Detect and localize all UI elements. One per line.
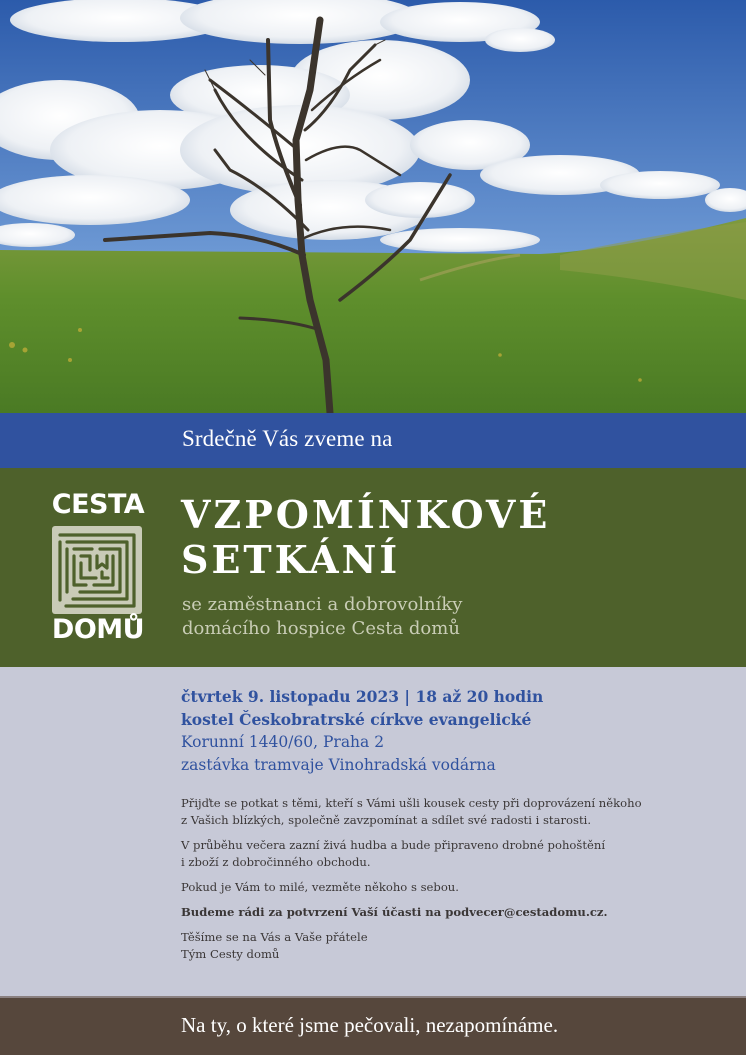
subtitle-line-1: se zaměstnanci a dobrovolníky [182,594,463,615]
subtitle-line-2: domácího hospice Cesta domů [182,618,460,639]
event-date-time: čtvrtek 9. listopadu 2023 | 18 až 20 hodin [181,687,544,706]
footer-tagline: Na ty, o které jsme pečovali, nezapomínáme. [181,1013,559,1037]
paragraph-intro: Přijďte se potkat s těmi, kteří s Vámi ušli kousek cesty při doprovázení někoho z Vašich blízkých, společně zavzpomínat a sdílet své radosti i starosti. [181,796,642,827]
maze-logo-icon [52,526,142,614]
event-venue: kostel Českobratrské církve evangelické [181,710,532,729]
body-text [181,795,701,971]
invite-text: Srdečně Vás zveme na [182,426,393,451]
title-line-1: VZPOMÍNKOVÉ [181,492,551,537]
closing: Těšíme se na Vás a Vaše přátele Tým Cesty domů [181,930,368,961]
hero-photo [0,0,746,413]
event-title [181,492,550,582]
event-address: Korunní 1440/60, Praha 2 [181,733,385,751]
signature: Tým Cesty domů [181,947,280,961]
paragraph-bring-someone: Pokud je Vám to milé, vezměte někoho s sebou. [181,880,459,894]
event-transit: zastávka tramvaje Vinohradská vodárna [181,756,496,774]
logo-word-cesta: CESTA [51,489,145,520]
title-line-2: SETKÁNÍ [181,537,401,582]
tree-landscape-illustration [0,0,746,413]
paragraph-rsvp: Budeme rádi za potvrzení Vaší účasti na podvecer@cestadomu.cz. [181,905,608,919]
event-details [181,685,543,777]
logo-word-domu: DOMŮ [51,614,145,645]
paragraph-program: V průběhu večera zazní živá hudba a bude připraveno drobné pohoštění i zboží z dobročinného obchodu. [181,838,606,869]
event-subtitle [182,593,462,641]
